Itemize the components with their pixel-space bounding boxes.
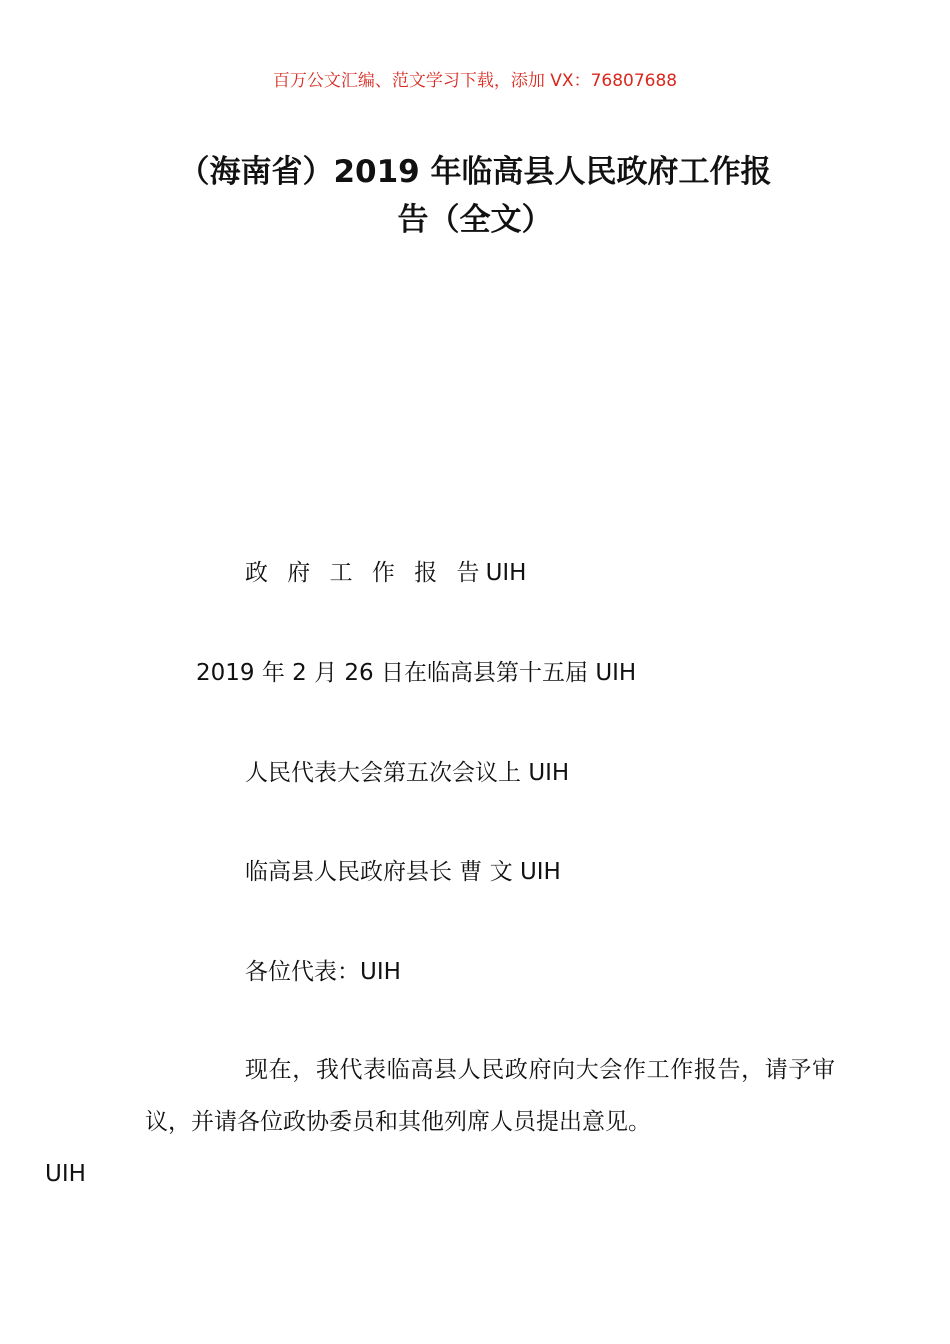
report-heading: 政 府 工 作 报 告 (245, 560, 486, 586)
uih-marker: UIH (595, 660, 637, 686)
opening-paragraph (45, 1044, 835, 1200)
document-title-line-1: （海南省）2019 年临高县人民政府工作报 (178, 154, 772, 190)
document-title-line-2: 告（全文） (397, 202, 553, 238)
speaker-text: 临高县人民政府县长 曹 文 (245, 859, 513, 885)
speaker-line (245, 857, 561, 887)
document-title (140, 148, 810, 244)
report-heading-line (245, 558, 526, 588)
uih-marker: UIH (45, 1161, 86, 1187)
date-text: 2019 年 2 月 26 日在临高县第十五届 (196, 660, 588, 686)
greeting-text: 各位代表： (245, 959, 360, 985)
uih-marker: UIH (360, 959, 401, 985)
uih-marker: UIH (519, 859, 561, 885)
header-banner: 百万公文汇编、范文学习下载，添加 VX：76807688 (272, 71, 678, 91)
uih-marker: UIH (485, 560, 527, 586)
meeting-line (245, 758, 569, 788)
meeting-text: 人民代表大会第五次会议上 (245, 760, 521, 786)
uih-marker: UIH (528, 760, 570, 786)
greeting-line (245, 957, 401, 987)
paragraph-text: 现在，我代表临高县人民政府向大会作工作报告，请予审议，并请各位政协委员和其他列席人员提出意见。 (145, 1057, 835, 1135)
date-line (196, 658, 636, 688)
